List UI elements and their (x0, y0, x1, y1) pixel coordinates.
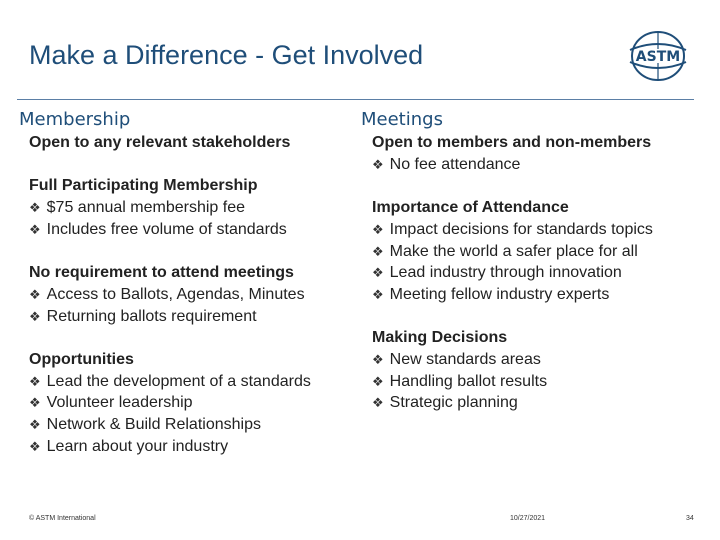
diamond-bullet-icon: ❖ (29, 373, 41, 389)
diamond-bullet-icon: ❖ (372, 221, 384, 237)
diamond-bullet-icon: ❖ (372, 373, 384, 389)
title-divider (17, 99, 694, 100)
list-item: ❖ Learn about your industry (29, 437, 229, 455)
list-item: ❖ Impact decisions for standards topics (372, 220, 653, 238)
diamond-bullet-icon: ❖ (372, 243, 384, 259)
meetings-column (372, 132, 653, 414)
list-item: ❖ Volunteer leadership (29, 394, 193, 412)
diamond-bullet-icon: ❖ (29, 417, 41, 433)
astm-logo-text: ASTM (635, 49, 681, 65)
membership-intro: Open to any relevant stakeholders (29, 134, 291, 151)
diamond-bullet-icon: ❖ (29, 395, 41, 411)
list-item: ❖ Make the world a safer place for all (372, 242, 638, 260)
footer-date: 10/27/2021 (510, 515, 546, 522)
footer-copyright: © ASTM International (29, 515, 96, 522)
list-item: ❖ $75 annual membership fee (29, 199, 246, 217)
diamond-bullet-icon: ❖ (29, 286, 41, 302)
diamond-bullet-icon: ❖ (29, 221, 41, 237)
no-requirement-heading: No requirement to attend meetings (29, 264, 294, 282)
diamond-bullet-icon: ❖ (372, 286, 384, 302)
membership-column (29, 132, 311, 458)
list-item: ❖ No fee attendance (372, 155, 521, 173)
decisions-heading: Making Decisions (372, 329, 508, 347)
list-item: ❖ New standards areas (372, 351, 541, 368)
open-meetings-heading: Open to members and non-members (372, 134, 652, 151)
list-item: ❖ Access to Ballots, Agendas, Minutes (29, 285, 305, 303)
diamond-bullet-icon: ❖ (29, 200, 41, 216)
list-item: ❖ Handling ballot results (372, 372, 548, 390)
diamond-bullet-icon: ❖ (372, 156, 384, 172)
attendance-heading: Importance of Attendance (372, 199, 569, 217)
astm-logo (627, 28, 689, 84)
diamond-bullet-icon: ❖ (29, 438, 41, 454)
full-membership-heading: Full Participating Membership (29, 177, 258, 195)
membership-heading: Membership (19, 109, 131, 130)
list-item: ❖ Includes free volume of standards (29, 220, 287, 238)
diamond-bullet-icon: ❖ (29, 308, 41, 324)
opportunities-heading: Opportunities (29, 350, 134, 368)
list-item: ❖ Lead the development of a standards (29, 372, 311, 390)
diamond-bullet-icon: ❖ (372, 265, 384, 281)
slide-title: Make a Difference - Get Involved (29, 40, 424, 70)
list-item: ❖ Network & Build Relationships (29, 416, 261, 434)
list-item: ❖ Strategic planning (372, 394, 518, 412)
list-item: ❖ Returning ballots requirement (29, 307, 257, 325)
diamond-bullet-icon: ❖ (372, 352, 384, 367)
footer-page-number: 34 (686, 515, 694, 522)
list-item: ❖ Lead industry through innovation (372, 264, 622, 282)
list-item: ❖ Meeting fellow industry experts (372, 285, 610, 303)
meetings-heading: Meetings (361, 109, 443, 130)
diamond-bullet-icon: ❖ (372, 395, 384, 411)
